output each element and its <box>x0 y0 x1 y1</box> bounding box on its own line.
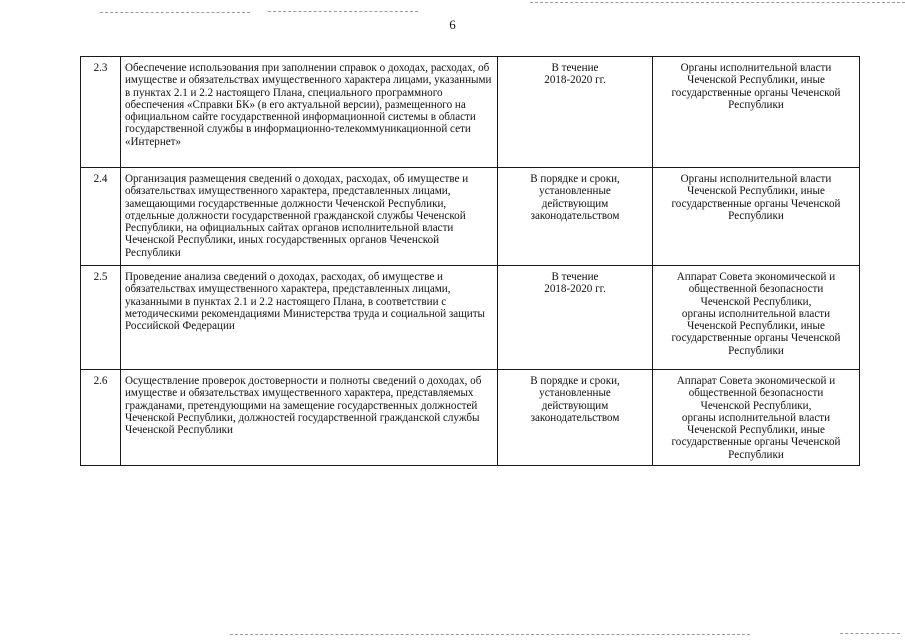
term-text: В течение 2018-2020 гг. <box>498 266 653 370</box>
executors-text: Аппарат Совета экономической и общественной безопасности Чеченской Республики, органы исполнительной власти Чеченской Республики, иные государственные органы Чеченской Республики <box>653 370 860 466</box>
activity-text: Обеспечение использования при заполнении справок о доходах, расходах, об имуществе и обязательствах имущественного характера лицами, указанными в пунктах 2.1 и 2.2 настоящего Плана, специального программного обеспечения «Справки БК» (в его актуальной версии), размещенного на официальном сайте государственной информационной системы в области государственной службы в информационно-телекоммуникационной сети «Интернет» <box>121 57 498 168</box>
table-row <box>81 370 860 466</box>
activity-text: Осуществление проверок достоверности и полноты сведений о доходах, об имуществе и обязательствах имущественного характера, представляемых гражданами, претендующими на замещение государственных должностей Чеченской Республики, должностей государственной гражданской службы Чеченской Республики <box>121 370 498 466</box>
table-row <box>81 266 860 370</box>
activity-text: Организация размещения сведений о доходах, расходах, об имуществе и обязательствах имущественного характера, представленных лицами, замещающими государственные должности Чеченской Республики, отдельные должности государственной гражданской службы Чеченской Республики, на официальных сайтах органов исполнительной власти Чеченской Республики, иных государственных органов Чеченской Республики <box>121 168 498 266</box>
scan-artifact-top-middle <box>268 11 418 12</box>
scan-artifact-top-left <box>100 12 250 13</box>
scan-artifact-bottom-right <box>840 633 900 634</box>
executors-text: Аппарат Совета экономической и общественной безопасности Чеченской Республики, органы исполнительной власти Чеченской Республики, иные государственные органы Чеченской Республики <box>653 266 860 370</box>
table-row <box>81 168 860 266</box>
scan-artifact-bottom <box>230 634 750 635</box>
term-text: В течение 2018-2020 гг. <box>498 57 653 168</box>
table-row <box>81 57 860 168</box>
row-number: 2.6 <box>81 370 121 466</box>
row-number: 2.4 <box>81 168 121 266</box>
page-number: 6 <box>449 17 456 32</box>
term-text: В порядке и сроки, установленные действующим законодательством <box>498 370 653 466</box>
row-number: 2.3 <box>81 57 121 168</box>
row-number: 2.5 <box>81 266 121 370</box>
activity-text: Проведение анализа сведений о доходах, расходах, об имуществе и обязательствах имущественного характера, представленных лицами, указанными в пунктах 2.1 и 2.2 настоящего Плана, в соответствии с методическими рекомендациями Министерства труда и социальной защиты Российской Федерации <box>121 266 498 370</box>
executors-text: Органы исполнительной власти Чеченской Республики, иные государственные органы Чеченской Республики <box>653 57 860 168</box>
scan-artifact-top-right <box>530 2 905 3</box>
executors-text: Органы исполнительной власти Чеченской Республики, иные государственные органы Чеченской Республики <box>653 168 860 266</box>
term-text: В порядке и сроки, установленные действующим законодательством <box>498 168 653 266</box>
plan-table <box>80 56 860 466</box>
